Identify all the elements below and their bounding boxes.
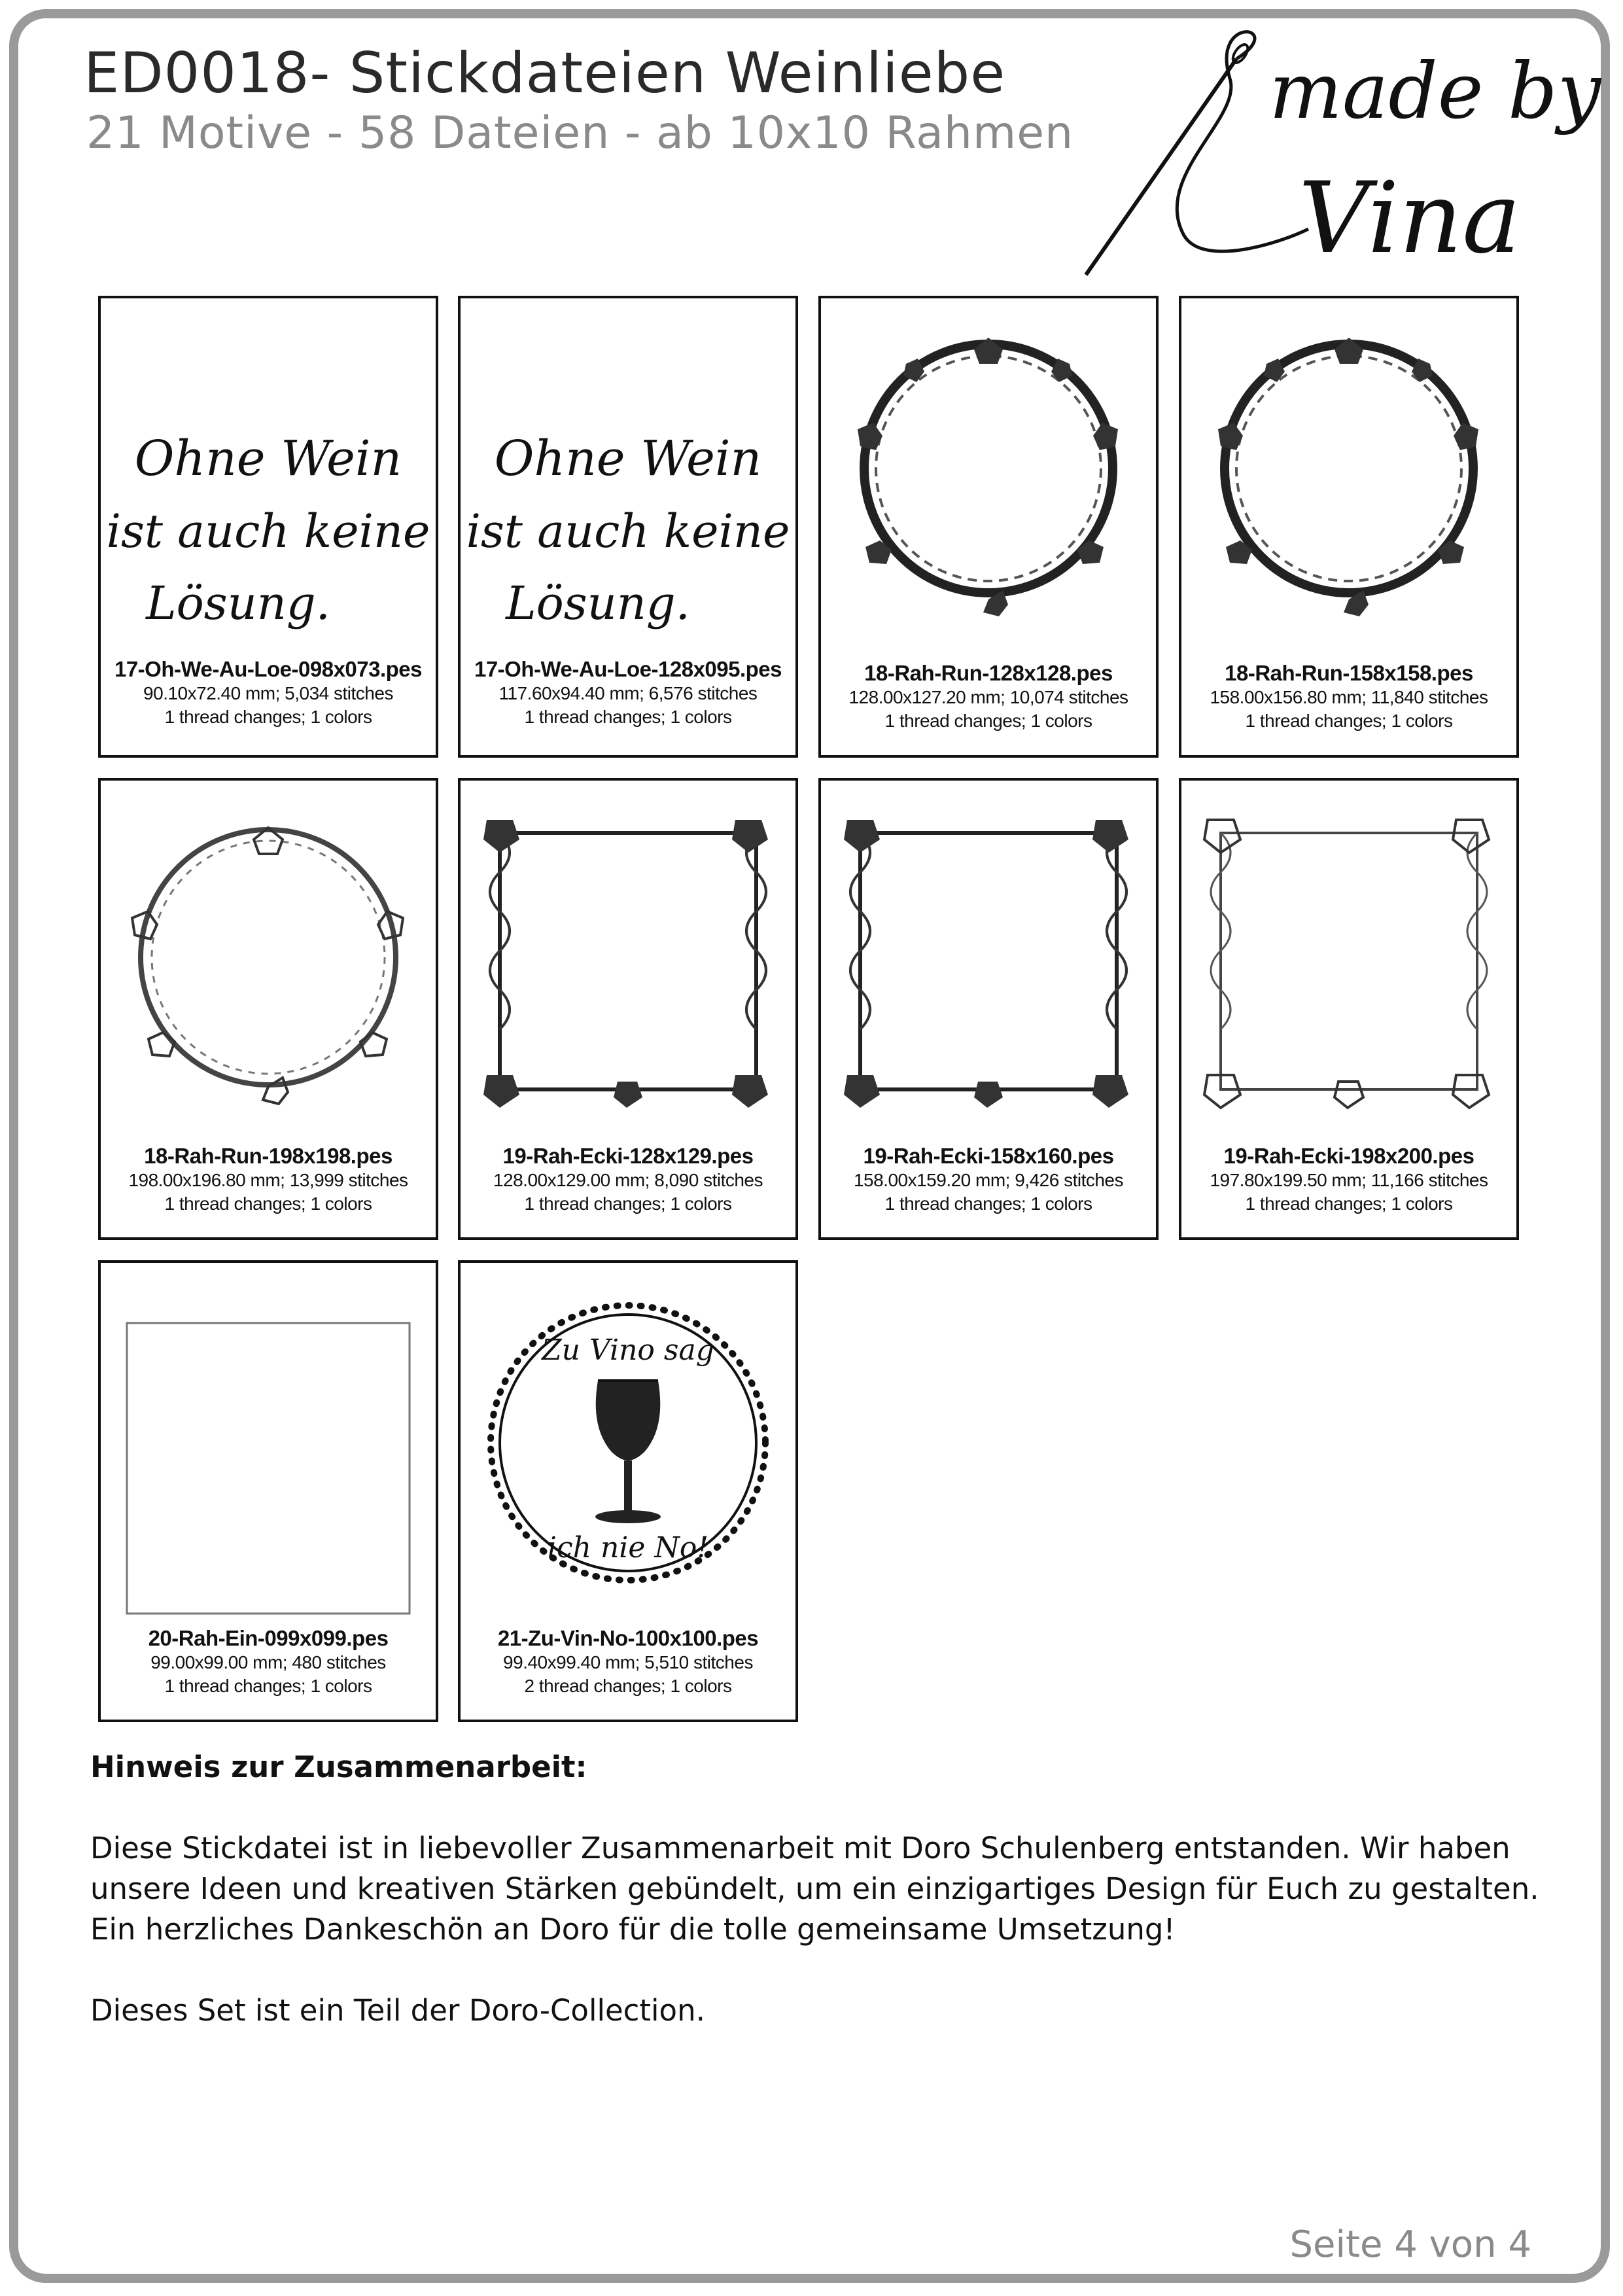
- motif-wreath: [107, 807, 429, 1114]
- made-by-vina-logo: [1073, 20, 1601, 288]
- design-card: [1179, 296, 1519, 758]
- motif-line: ist auch keine: [106, 504, 430, 558]
- file-name: 17-Oh-We-Au-Loe-128x095.pes: [474, 657, 782, 681]
- page-title: ED0018- Stickdateien Weinliebe: [84, 41, 1006, 106]
- design-card: [1179, 778, 1519, 1240]
- motif-line: ist auch keine: [466, 504, 790, 558]
- motif-line: Lösung.: [506, 576, 690, 630]
- note-collection: Dieses Set ist ein Teil der Doro-Collection.: [90, 1993, 705, 2028]
- motif-line: ich nie No!: [547, 1531, 709, 1564]
- file-name: 18-Rah-Run-158x158.pes: [1225, 661, 1473, 685]
- file-size: 158.00x156.80 mm; 11,840 stitches: [1210, 687, 1488, 707]
- design-card: [458, 778, 798, 1240]
- file-size: 117.60x94.40 mm; 6,576 stitches: [498, 683, 758, 703]
- collaboration-note: [90, 1747, 1569, 2072]
- file-size: 128.00x127.20 mm; 10,074 stitches: [848, 687, 1128, 707]
- motif-wine-glass: [467, 1289, 789, 1597]
- motif-text: [467, 325, 789, 632]
- file-name: 19-Rah-Ecki-158x160.pes: [863, 1144, 1114, 1168]
- page-number: Seite 4 von 4: [1289, 2223, 1531, 2266]
- motif-text: [107, 325, 429, 632]
- file-name: 20-Rah-Ein-099x099.pes: [148, 1626, 389, 1650]
- file-threads: 1 thread changes; 1 colors: [524, 707, 732, 727]
- motif-plain-frame: [107, 1323, 429, 1631]
- file-name: 19-Rah-Ecki-198x200.pes: [1223, 1144, 1475, 1168]
- file-size: 99.40x99.40 mm; 5,510 stitches: [503, 1652, 753, 1672]
- file-size: 90.10x72.40 mm; 5,034 stitches: [143, 683, 393, 703]
- file-name: 21-Zu-Vin-No-100x100.pes: [497, 1626, 759, 1650]
- file-threads: 1 thread changes; 1 colors: [1245, 1193, 1453, 1214]
- motif-square-frame: [467, 807, 789, 1114]
- file-name: 18-Rah-Run-128x128.pes: [864, 661, 1113, 685]
- note-body: Diese Stickdatei ist in liebevoller Zusammenarbeit mit Doro Schulenberg entstanden. Wir haben unsere Ideen und kreativen Stärken gebündelt, um ein einzigartiges Design für Euch zu gestalten. Ein herzliches Dankeschön an Doro für die tolle gemeinsame Umsetzung!: [90, 1831, 1539, 1947]
- logo-line1: made by: [1269, 46, 1601, 136]
- file-threads: 2 thread changes; 1 colors: [524, 1676, 732, 1696]
- motif-line: Ohne Wein: [494, 431, 762, 487]
- file-size: 197.80x199.50 mm; 11,166 stitches: [1210, 1170, 1488, 1190]
- motif-line: Zu Vino sag: [542, 1333, 714, 1367]
- motif-wreath: [828, 325, 1149, 632]
- design-card: [458, 296, 798, 758]
- file-name: 17-Oh-We-Au-Loe-098x073.pes: [114, 657, 423, 681]
- file-size: 158.00x159.20 mm; 9,426 stitches: [853, 1170, 1124, 1190]
- file-threads: 1 thread changes; 1 colors: [884, 711, 1092, 731]
- file-threads: 1 thread changes; 1 colors: [524, 1193, 732, 1214]
- file-threads: 1 thread changes; 1 colors: [884, 1193, 1092, 1214]
- file-name: 19-Rah-Ecki-128x129.pes: [502, 1144, 754, 1168]
- file-name: 18-Rah-Run-198x198.pes: [144, 1144, 393, 1168]
- design-card: [98, 296, 438, 758]
- motif-wreath: [1188, 325, 1510, 632]
- logo-line2: Vina: [1299, 162, 1521, 275]
- file-threads: 1 thread changes; 1 colors: [164, 1193, 372, 1214]
- motif-line: Ohne Wein: [134, 431, 402, 487]
- page-subtitle: 21 Motive - 58 Dateien - ab 10x10 Rahmen: [86, 107, 1074, 159]
- file-threads: 1 thread changes; 1 colors: [164, 1676, 372, 1696]
- design-card: [98, 778, 438, 1240]
- file-size: 198.00x196.80 mm; 13,999 stitches: [128, 1170, 408, 1190]
- design-card: [818, 778, 1159, 1240]
- file-size: 128.00x129.00 mm; 8,090 stitches: [493, 1170, 763, 1190]
- motif-square-frame: [1188, 807, 1510, 1114]
- motif-line: Lösung.: [146, 576, 330, 630]
- design-card: [458, 1260, 798, 1722]
- file-threads: 1 thread changes; 1 colors: [1245, 711, 1453, 731]
- file-threads: 1 thread changes; 1 colors: [164, 707, 372, 727]
- file-size: 99.00x99.00 mm; 480 stitches: [150, 1652, 386, 1672]
- design-card: [98, 1260, 438, 1722]
- motif-square-frame: [828, 807, 1149, 1114]
- note-heading: Hinweis zur Zusammenarbeit:: [90, 1750, 587, 1784]
- design-card: [818, 296, 1159, 758]
